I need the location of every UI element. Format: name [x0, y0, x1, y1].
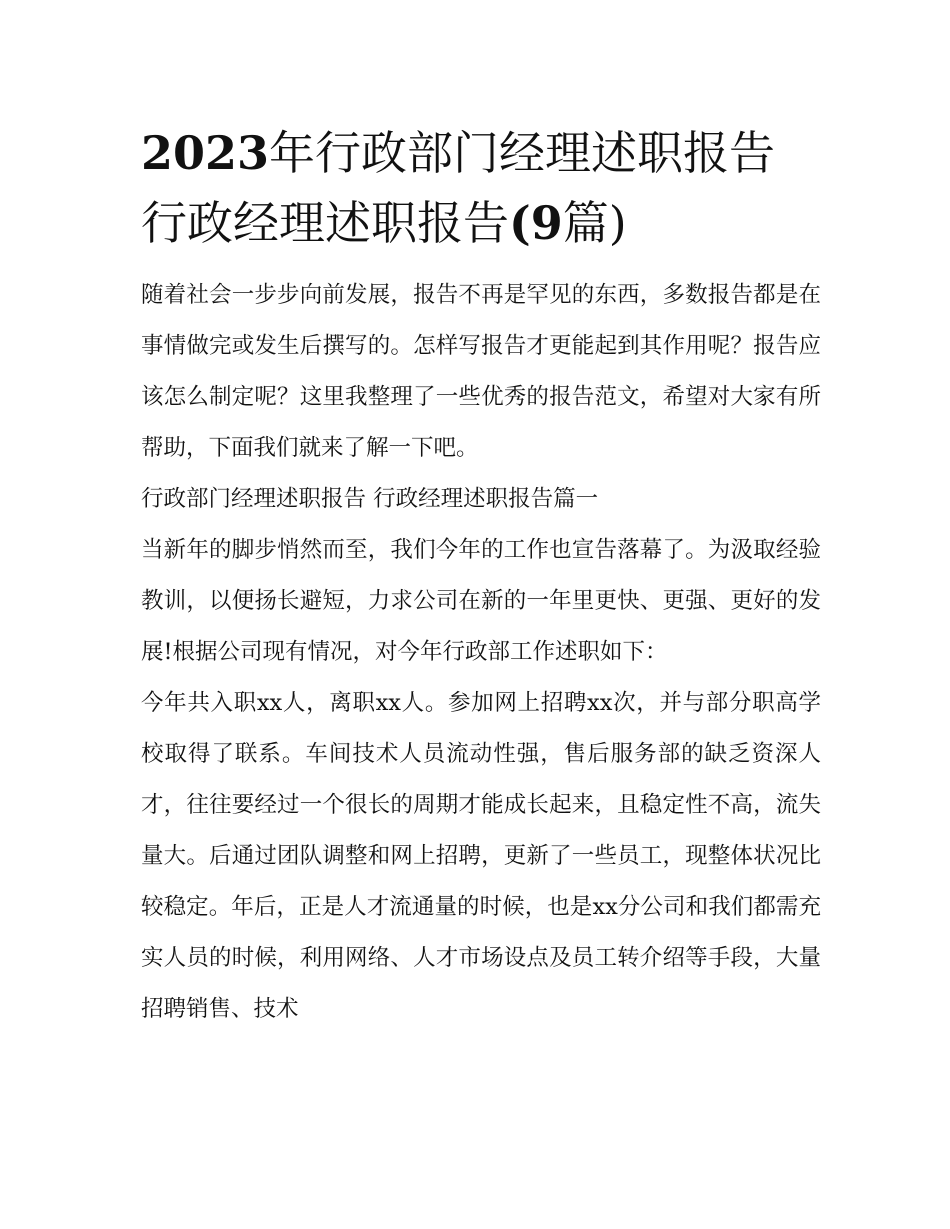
title-year: 2023	[141, 126, 270, 180]
title-suffix: 篇)	[562, 196, 627, 250]
title-line1-text: 年行政部门经理述职报告	[269, 126, 776, 180]
title-count: (9	[509, 196, 563, 250]
section-heading: 行政部门经理述职报告 行政经理述职报告篇一	[141, 486, 599, 512]
intro-paragraph: 随着社会一步步向前发展，报告不再是罕见的东西，多数报告都是在事情做完或发生后撰写的。怎样写报告才更能起到其作用呢？报告应该怎么制定呢？这里我整理了一些优秀的报告范文，希望对大家有所帮助，下面我们就来了解一下吧。	[141, 282, 821, 461]
title-line2	[141, 188, 821, 258]
body-paragraph-2: 今年共入职xx人，离职xx人。参加网上招聘xx次，并与部分职高学校取得了联系。车间技术人员流动性强，售后服务部的缺乏资深人才，往往要经过一个很长的周期才能成长起来，且稳定性不高，流失量大。后通过团队调整和网上招聘，更新了一些员工，现整体状况比较稳定。年后，正是人才流通量的时候，也是xx分公司和我们都需充实人员的时候，利用网络、人才市场设点及员工转介绍等手段，大量招聘销售、技术	[141, 690, 821, 1022]
document-title	[141, 118, 821, 258]
title-line2-text: 行政经理述职报告	[141, 196, 509, 250]
body-paragraph-1: 当新年的脚步悄然而至，我们今年的工作也宣告落幕了。为汲取经验教训，以便扬长避短，力求公司在新的一年里更快、更强、更好的发展!根据公司现有情况，对今年行政部工作述职如下：	[141, 537, 821, 665]
document-body	[141, 118, 821, 1035]
